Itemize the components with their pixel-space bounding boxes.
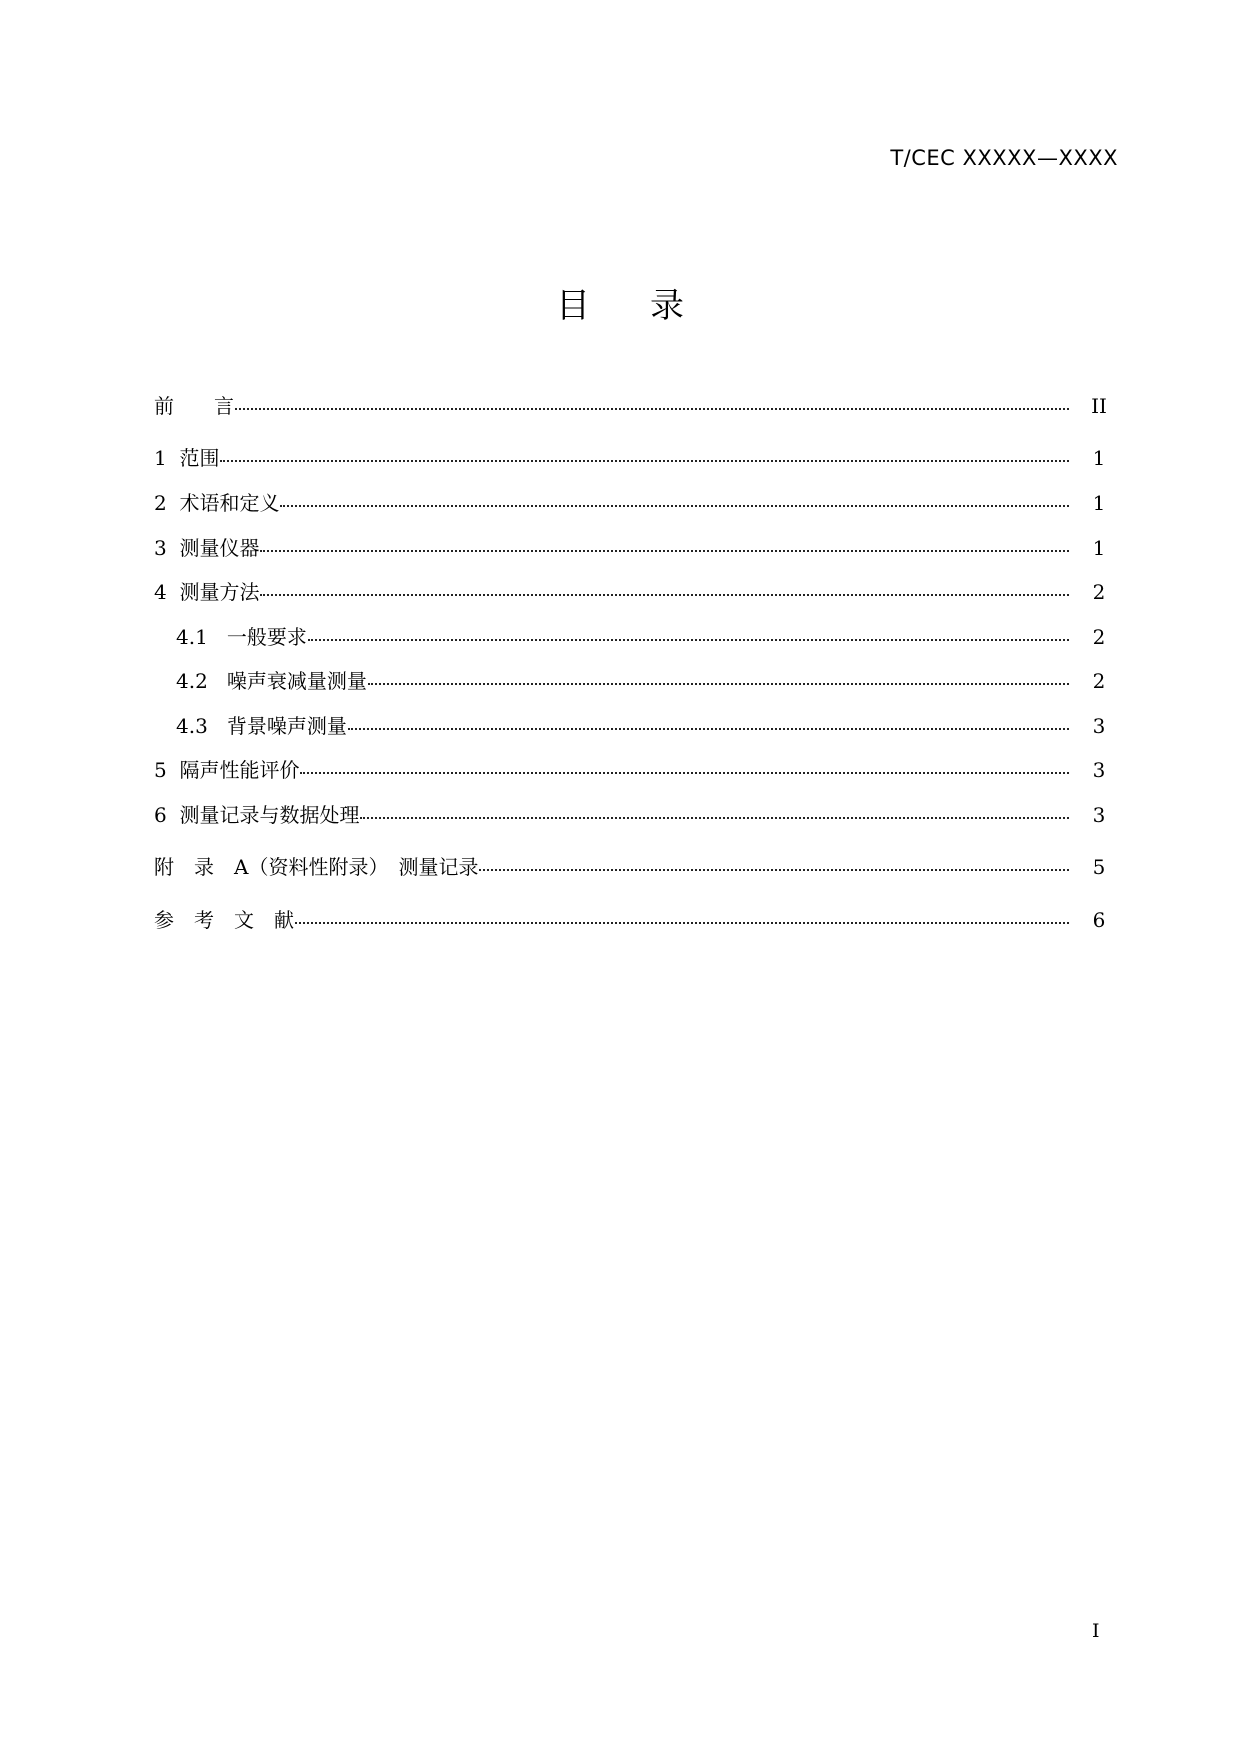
page-title: 目录 xyxy=(556,286,744,326)
toc-entry-label: 4 测量方法 xyxy=(154,580,260,604)
toc-entry-label: 2 术语和定义 xyxy=(154,491,280,515)
dot-leader xyxy=(300,772,1069,774)
toc-entry-page: 2 xyxy=(1092,625,1106,649)
toc-entry-page: II xyxy=(1091,394,1107,418)
toc-entry-page: 3 xyxy=(1092,803,1106,827)
toc-entry-label: 1 范围 xyxy=(154,446,220,470)
toc-entry-noise-attenuation[interactable] xyxy=(154,667,1111,695)
toc-entry-page: 1 xyxy=(1092,536,1106,560)
dot-leader xyxy=(368,683,1069,685)
toc-entry-label: 前 言 xyxy=(154,394,234,418)
toc-entry-instruments[interactable] xyxy=(154,534,1111,562)
toc-entry-records[interactable] xyxy=(154,801,1111,829)
toc-entry-label: 3 测量仪器 xyxy=(154,536,260,560)
dot-leader xyxy=(308,639,1069,641)
toc-entry-general-requirements[interactable] xyxy=(154,623,1111,651)
toc-entry-appendix-a[interactable] xyxy=(154,853,1111,881)
toc-entry-evaluation[interactable] xyxy=(154,756,1111,784)
toc-entry-label: 5 隔声性能评价 xyxy=(154,758,300,782)
dot-leader xyxy=(260,594,1069,596)
toc-entry-page: 3 xyxy=(1092,758,1106,782)
toc-entry-label: 参 考 文 献 xyxy=(154,908,294,932)
dot-leader xyxy=(260,550,1069,552)
toc-entry-label: 4.3 背景噪声测量 xyxy=(176,714,347,738)
toc-entry-label: 4.2 噪声衰减量测量 xyxy=(176,669,367,693)
standard-code: T/CEC XXXXX—XXXX xyxy=(890,146,1118,170)
toc-entry-page: 1 xyxy=(1092,446,1106,470)
toc-entry-preface[interactable] xyxy=(154,392,1111,420)
toc-entry-methods[interactable] xyxy=(154,578,1111,606)
dot-leader xyxy=(220,460,1069,462)
toc-entry-page: 6 xyxy=(1092,908,1106,932)
toc-entry-page: 5 xyxy=(1092,855,1106,879)
toc-entry-background-noise[interactable] xyxy=(154,712,1111,740)
dot-leader xyxy=(348,728,1069,730)
toc-entry-terms[interactable] xyxy=(154,489,1111,517)
toc-entry-scope[interactable] xyxy=(154,444,1111,472)
dot-leader xyxy=(235,408,1069,410)
toc-entry-label: 附 录 A（资料性附录） 测量记录 xyxy=(154,855,479,879)
page-number: I xyxy=(1092,1620,1100,1642)
dot-leader xyxy=(295,922,1069,924)
toc-entry-page: 2 xyxy=(1092,669,1106,693)
toc-entry-label: 6 测量记录与数据处理 xyxy=(154,803,360,827)
dot-leader xyxy=(280,505,1069,507)
toc-entry-references[interactable] xyxy=(154,906,1111,934)
dot-leader xyxy=(479,869,1069,871)
toc-entry-page: 3 xyxy=(1092,714,1106,738)
toc-entry-page: 2 xyxy=(1092,580,1106,604)
toc-entry-label: 4.1 一般要求 xyxy=(176,625,307,649)
toc-entry-page: 1 xyxy=(1092,491,1106,515)
dot-leader xyxy=(360,817,1069,819)
